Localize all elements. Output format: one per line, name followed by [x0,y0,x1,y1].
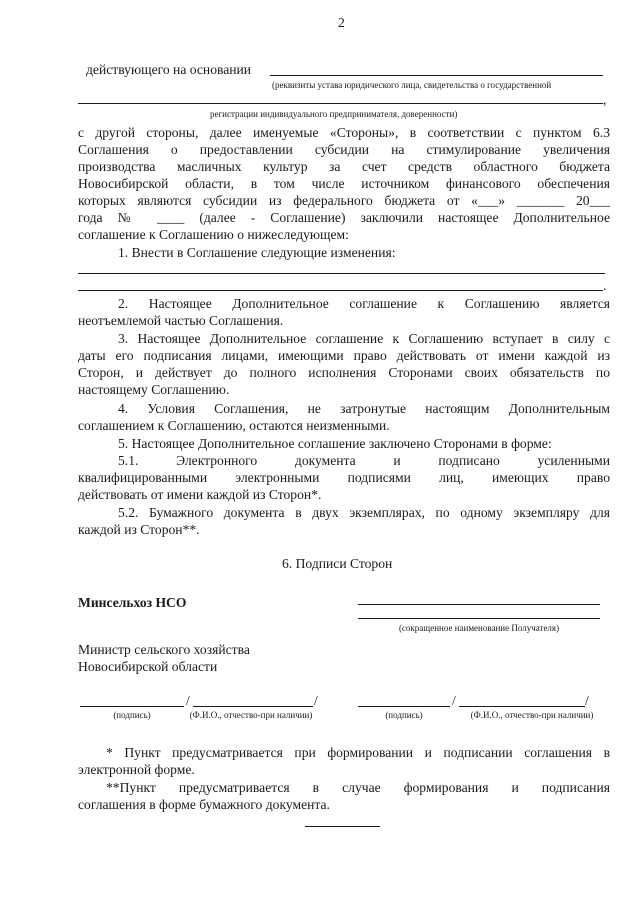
recipient-name-line-2 [358,618,600,619]
left-sign-hint: (подпись) [113,710,151,720]
item-5-1-line: 5.1. Электронного документа и подписано усиленными [118,453,610,468]
item-5: 5. Настоящее Дополнительное соглашение заключено Сторонами в форме: [118,436,552,451]
left-slash-2: / [314,693,318,708]
right-slash-2: / [585,693,589,708]
signatures-heading: 6. Подписи Сторон [282,556,393,571]
right-signature-line [358,706,450,707]
official-title-2: Новосибирской области [78,659,218,674]
right-slash-1: / [452,693,456,708]
basis-fill-line [270,75,603,76]
footnote-2-line: **Пункт предусматривается в случае формирования и подписания [106,780,610,795]
item-4 [78,400,610,434]
item-3-line: Сторон, и действует до полного исполнения Сторонами своих обязательств по [78,365,610,380]
item-1: 1. Внести в Соглашение следующие изменения: [118,245,396,260]
item-5-2-line: 5.2. Бумажного документа в двух экземплярах, по одному экземпляру для [118,505,610,520]
preamble-line: которых являются субсидии из федерального бюджета от «___» _______ 20___ [78,193,610,208]
party-left-name: Минсельхоз НСО [78,595,187,610]
left-fio-line [193,706,313,707]
item-3 [78,330,610,398]
preamble-line: Новосибирской области, в том числе источником финансового обеспечения [78,176,610,191]
item-2 [78,295,610,329]
recipient-name-line [358,604,600,605]
left-fio-hint: (Ф.И.О., отчество-при наличии) [189,710,313,720]
recipient-hint: (сокращенное наименование Получателя) [398,623,560,633]
item-2-line: 2. Настоящее Дополнительное соглашение к Соглашению является [118,296,610,311]
left-slash-1: / [186,693,190,708]
footnote-1-line: * Пункт предусматривается при формировании и подписании соглашения в [106,745,610,760]
basis-hint-2: регистрации индивидуального предпринимателя, доверенности) [210,109,458,119]
item-2-line: неотъемлемой частью Соглашения. [78,313,284,328]
item-1-fill-line [78,273,605,274]
preamble [78,124,610,243]
preamble-line: с другой стороны, далее именуемые «Стороны», в соответствии с пунктом 6.3 [78,125,610,140]
official-title-1: Министр сельского хозяйства [78,642,250,657]
preamble-line: года № ____ (далее - Соглашение) заключили настоящее Дополнительное [78,210,610,225]
basis-comma: , [603,92,607,107]
right-fio-hint: (Ф.И.О., отчество-при наличии) [470,710,594,720]
preamble-line: производства масличных культур за счет средств областного бюджета [78,159,610,174]
footnote-2-line: соглашения в форме бумажного документа. [78,797,330,812]
footnote-2 [78,779,610,813]
item-5-1-line: квалифицированными электронными подписями лиц, имеющих право [78,470,610,485]
preamble-line: Соглашения о предоставлении субсидии на стимулирование увеличения [78,142,610,157]
basis-hint-1: (реквизиты устава юридического лица, свидетельства о государственной [272,80,552,90]
item-5-2 [78,504,610,538]
item-5-1 [78,452,610,503]
preamble-line: соглашение к Соглашению о нижеследующем: [78,227,349,242]
basis-fill-line-2 [78,103,603,104]
item-1-fill-line-2 [78,290,603,291]
left-signature-line [80,706,184,707]
footnote-1 [78,744,610,778]
item-5-1-line: действовать от имени каждой из Сторон*. [78,487,322,502]
item-1-end: . [603,278,607,293]
basis-label: действующего на основании [86,62,252,77]
right-sign-hint: (подпись) [385,710,423,720]
item-4-line: соглашением к Соглашению, остаются неизменными. [78,418,390,433]
footnote-1-line: электронной форме. [78,762,195,777]
item-4-line: 4. Условия Соглашения, не затронутые настоящим Дополнительным [118,401,610,416]
item-3-line: настоящему Соглашению. [78,382,230,397]
item-3-line: 3. Настоящее Дополнительное соглашение к Соглашению вступает в силу с [118,331,610,346]
end-divider [305,826,380,827]
item-5-2-line: каждой из Сторон**. [78,522,200,537]
page-number: 2 [338,15,345,30]
item-3-line: даты его подписания лицами, имеющими право действовать от имени каждой из [78,348,610,363]
right-fio-line [459,706,585,707]
